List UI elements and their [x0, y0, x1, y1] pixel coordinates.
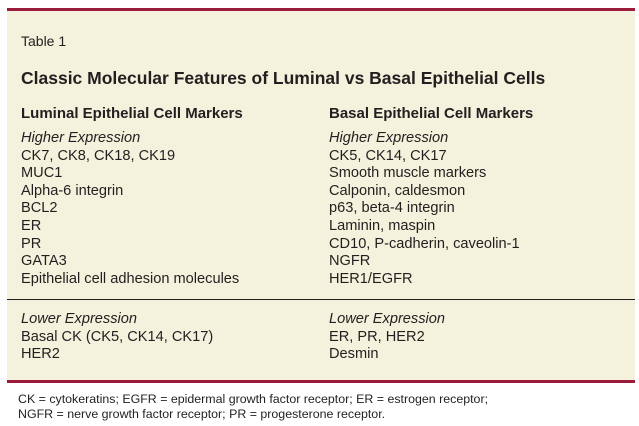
marker-item: ER	[21, 217, 42, 234]
basal-column-heading: Basal Epithelial Cell Markers	[329, 105, 534, 122]
luminal-lower-group	[21, 311, 213, 364]
marker-item: Basal CK (CK5, CK14, CK17)	[21, 328, 214, 345]
marker-item: Desmin	[329, 346, 379, 363]
luminal-higher-group	[21, 130, 239, 288]
marker-item: Laminin, maspin	[329, 217, 436, 234]
marker-item: Alpha-6 integrin	[21, 182, 124, 199]
luminal-higher-label: Higher Expression	[21, 130, 141, 146]
marker-item: p63, beta-4 integrin	[329, 200, 455, 217]
marker-item: BCL2	[21, 200, 58, 217]
table-footnote	[18, 392, 488, 422]
luminal-lower-label: Lower Expression	[21, 311, 137, 327]
luminal-column-heading: Luminal Epithelial Cell Markers	[21, 105, 243, 122]
marker-item: MUC1	[21, 165, 63, 182]
basal-lower-group	[329, 311, 445, 364]
marker-item: HER2	[21, 346, 60, 363]
marker-item: Calponin, caldesmon	[329, 182, 466, 199]
marker-item: CD10, P-cadherin, caveolin-1	[329, 235, 520, 252]
table-title: Classic Molecular Features of Luminal vs Basal Epithelial Cells	[21, 68, 546, 88]
marker-item: CK7, CK8, CK18, CK19	[21, 147, 176, 164]
basal-higher-label: Higher Expression	[329, 130, 449, 146]
marker-item: CK5, CK14, CK17	[329, 147, 447, 164]
basal-higher-group	[329, 130, 520, 288]
marker-item: Epithelial cell adhesion molecules	[21, 270, 240, 287]
marker-item: GATA3	[21, 253, 67, 270]
basal-lower-label: Lower Expression	[329, 311, 445, 327]
table-panel	[7, 8, 635, 383]
marker-item: Smooth muscle markers	[329, 165, 487, 182]
footnote-line: CK = cytokeratins; EGFR = epidermal growth factor receptor; ER = estrogen receptor;	[18, 392, 489, 406]
marker-item: PR	[21, 235, 42, 252]
marker-item: NGFR	[329, 253, 371, 270]
table-label: Table 1	[21, 33, 67, 49]
footnote-line: NGFR = nerve growth factor receptor; PR = progesterone receptor.	[18, 407, 386, 421]
marker-item: ER, PR, HER2	[329, 328, 425, 345]
section-divider	[7, 299, 635, 300]
marker-item: HER1/EGFR	[329, 270, 413, 287]
